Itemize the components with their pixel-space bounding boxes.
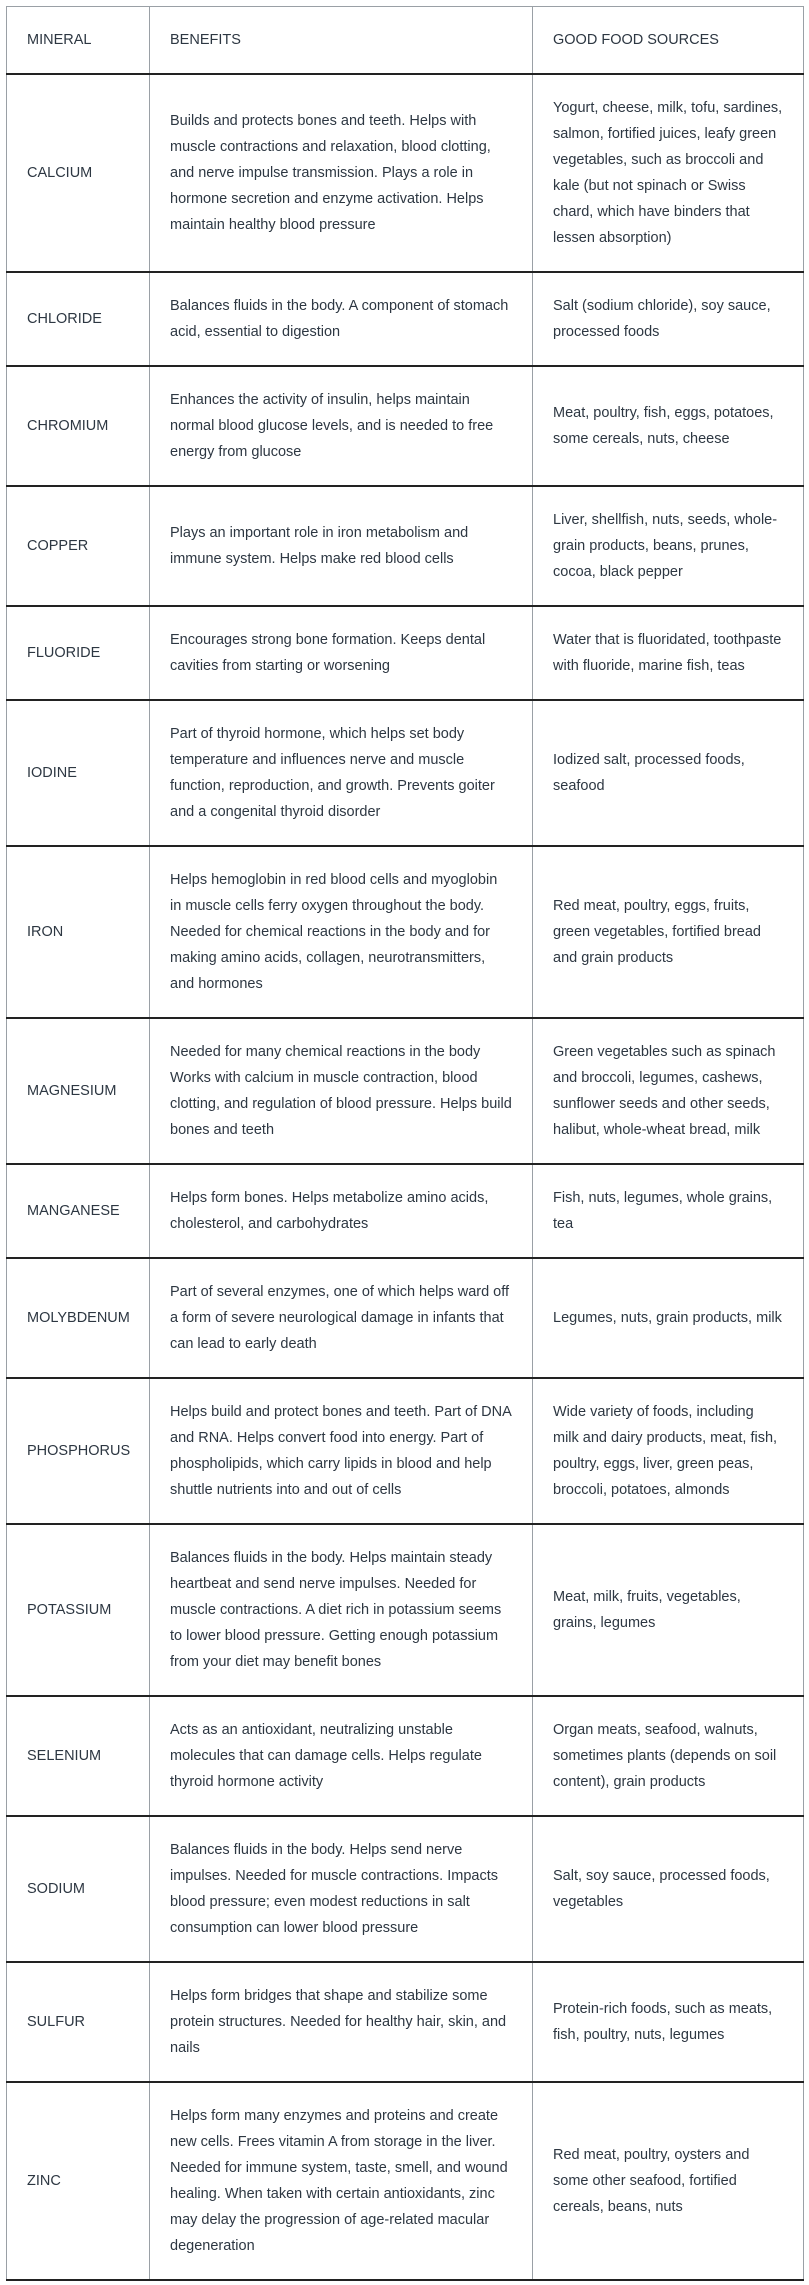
mineral-food-sources: Organ meats, seafood, walnuts, sometimes plants (depends on soil content), grain products <box>533 1696 804 1816</box>
mineral-benefits: Helps form many enzymes and proteins and create new cells. Frees vitamin A from storage in the liver. Needed for immune system, taste, smell, and wound healing. When taken with certain antioxidants, zinc may delay the progression of age-related macular degeneration <box>150 2082 533 2280</box>
mineral-benefits: Enhances the activity of insulin, helps maintain normal blood glucose levels, and is needed to free energy from glucose <box>150 366 533 486</box>
mineral-benefits: Balances fluids in the body. Helps maintain steady heartbeat and send nerve impulses. Needed for muscle contractions. A diet rich in potassium seems to lower blood pressure. Getting enough potassium from your diet may benefit bones <box>150 1524 533 1696</box>
mineral-food-sources: Wide variety of foods, including milk and dairy products, meat, fish, poultry, eggs, liver, green peas, broccoli, potatoes, almonds <box>533 1378 804 1524</box>
header-good-food-sources: GOOD FOOD SOURCES <box>533 7 804 75</box>
header-mineral: MINERAL <box>7 7 150 75</box>
table-row <box>7 1816 804 1962</box>
table-row <box>7 846 804 1018</box>
mineral-name: PHOSPHORUS <box>7 1378 150 1524</box>
mineral-name: MAGNESIUM <box>7 1018 150 1164</box>
table-row <box>7 486 804 606</box>
mineral-benefits: Balances fluids in the body. Helps send nerve impulses. Needed for muscle contractions. Impacts blood pressure; even modest reductions in salt consumption can lower blood pressure <box>150 1816 533 1962</box>
mineral-food-sources: Protein-rich foods, such as meats, fish, poultry, nuts, legumes <box>533 1962 804 2082</box>
table-row <box>7 1524 804 1696</box>
mineral-benefits: Builds and protects bones and teeth. Helps with muscle contractions and relaxation, blood clotting, and nerve impulse transmission. Plays a role in hormone secretion and enzyme activation. Helps maintain healthy blood pressure <box>150 74 533 272</box>
mineral-benefits: Helps build and protect bones and teeth. Part of DNA and RNA. Helps convert food into energy. Part of phospholipids, which carry lipids in blood and help shuttle nutrients into and out of cells <box>150 1378 533 1524</box>
mineral-food-sources: Salt, soy sauce, processed foods, vegetables <box>533 1816 804 1962</box>
mineral-benefits: Part of thyroid hormone, which helps set body temperature and influences nerve and muscle function, reproduction, and growth. Prevents goiter and a congenital thyroid disorder <box>150 700 533 846</box>
mineral-benefits: Needed for many chemical reactions in the body Works with calcium in muscle contraction, blood clotting, and regulation of blood pressure. Helps build bones and teeth <box>150 1018 533 1164</box>
mineral-food-sources: Salt (sodium chloride), soy sauce, processed foods <box>533 272 804 366</box>
table-row <box>7 700 804 846</box>
mineral-benefits: Helps form bones. Helps metabolize amino acids, cholesterol, and carbohydrates <box>150 1164 533 1258</box>
mineral-benefits: Encourages strong bone formation. Keeps dental cavities from starting or worsening <box>150 606 533 700</box>
mineral-name: CHROMIUM <box>7 366 150 486</box>
mineral-name: ZINC <box>7 2082 150 2280</box>
mineral-name: POTASSIUM <box>7 1524 150 1696</box>
table-row <box>7 1696 804 1816</box>
mineral-food-sources: Liver, shellfish, nuts, seeds, whole-grain products, beans, prunes, cocoa, black pepper <box>533 486 804 606</box>
header-benefits: BENEFITS <box>150 7 533 75</box>
table-row <box>7 1378 804 1524</box>
table-header-row <box>7 7 804 75</box>
mineral-name: MOLYBDENUM <box>7 1258 150 1378</box>
mineral-food-sources: Red meat, poultry, oysters and some other seafood, fortified cereals, beans, nuts <box>533 2082 804 2280</box>
mineral-food-sources: Fish, nuts, legumes, whole grains, tea <box>533 1164 804 1258</box>
mineral-name: SODIUM <box>7 1816 150 1962</box>
mineral-name: IRON <box>7 846 150 1018</box>
table-row <box>7 2082 804 2280</box>
mineral-food-sources: Water that is fluoridated, toothpaste with fluoride, marine fish, teas <box>533 606 804 700</box>
mineral-name: IODINE <box>7 700 150 846</box>
mineral-benefits: Helps hemoglobin in red blood cells and myoglobin in muscle cells ferry oxygen throughout the body. Needed for chemical reactions in the body and for making amino acids, collagen, neurotransmitters, and hormones <box>150 846 533 1018</box>
mineral-benefits: Helps form bridges that shape and stabilize some protein structures. Needed for healthy hair, skin, and nails <box>150 1962 533 2082</box>
mineral-food-sources: Meat, milk, fruits, vegetables, grains, legumes <box>533 1524 804 1696</box>
mineral-name: COPPER <box>7 486 150 606</box>
table-row <box>7 366 804 486</box>
mineral-benefits: Acts as an antioxidant, neutralizing unstable molecules that can damage cells. Helps regulate thyroid hormone activity <box>150 1696 533 1816</box>
mineral-name: CALCIUM <box>7 74 150 272</box>
table-row <box>7 1258 804 1378</box>
mineral-food-sources: Legumes, nuts, grain products, milk <box>533 1258 804 1378</box>
mineral-benefits: Part of several enzymes, one of which helps ward off a form of severe neurological damage in infants that can lead to early death <box>150 1258 533 1378</box>
mineral-name: SULFUR <box>7 1962 150 2082</box>
table-row <box>7 606 804 700</box>
table-row <box>7 74 804 272</box>
table-row <box>7 1018 804 1164</box>
table-row <box>7 1962 804 2082</box>
mineral-food-sources: Red meat, poultry, eggs, fruits, green vegetables, fortified bread and grain products <box>533 846 804 1018</box>
mineral-name: SELENIUM <box>7 1696 150 1816</box>
minerals-table <box>6 6 804 2281</box>
mineral-benefits: Plays an important role in iron metabolism and immune system. Helps make red blood cells <box>150 486 533 606</box>
mineral-food-sources: Yogurt, cheese, milk, tofu, sardines, salmon, fortified juices, leafy green vegetables, such as broccoli and kale (but not spinach or Swiss chard, which have binders that lessen absorption) <box>533 74 804 272</box>
mineral-food-sources: Iodized salt, processed foods, seafood <box>533 700 804 846</box>
table-row <box>7 1164 804 1258</box>
mineral-food-sources: Green vegetables such as spinach and broccoli, legumes, cashews, sunflower seeds and other seeds, halibut, whole-wheat bread, milk <box>533 1018 804 1164</box>
mineral-name: FLUORIDE <box>7 606 150 700</box>
mineral-food-sources: Meat, poultry, fish, eggs, potatoes, some cereals, nuts, cheese <box>533 366 804 486</box>
mineral-name: CHLORIDE <box>7 272 150 366</box>
mineral-benefits: Balances fluids in the body. A component of stomach acid, essential to digestion <box>150 272 533 366</box>
table-row <box>7 272 804 366</box>
mineral-name: MANGANESE <box>7 1164 150 1258</box>
